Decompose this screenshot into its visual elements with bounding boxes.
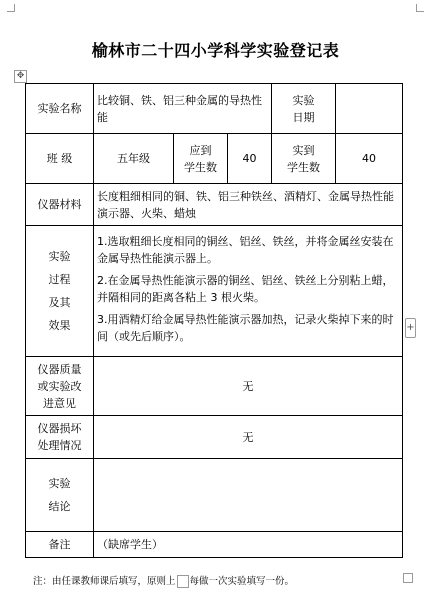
- experiment-date-value[interactable]: [336, 84, 403, 134]
- add-column-icon[interactable]: +: [405, 318, 416, 338]
- expected-students-label-line: 应到: [189, 143, 212, 157]
- quality-feedback-label-line: 或实验改: [37, 379, 82, 393]
- materials-label: 仪器材料: [26, 184, 94, 226]
- expected-students-value[interactable]: 40: [228, 134, 272, 184]
- row-quality-feedback: [26, 357, 403, 416]
- procedure-label: [26, 226, 94, 357]
- damage-handling-value[interactable]: 无: [94, 416, 403, 459]
- actual-students-label-line: 实到: [292, 143, 315, 157]
- damage-handling-label-line: 仪器损坏: [37, 422, 82, 435]
- quality-feedback-label-line: 进意见: [43, 396, 76, 410]
- conclusion-label-line: 实验: [48, 477, 71, 490]
- table-resize-handle-icon[interactable]: [403, 573, 413, 583]
- page-title: 榆林市二十四小学科学实验登记表: [91, 41, 340, 60]
- row-conclusion: [26, 459, 403, 532]
- actual-students-label: [272, 134, 336, 184]
- experiment-date-label-line: 实验: [292, 93, 315, 107]
- class-label: 班 级: [26, 134, 94, 184]
- footnote: [33, 573, 403, 588]
- conclusion-label-line: 结论: [48, 500, 71, 513]
- row-damage-handling: [26, 416, 403, 459]
- experiment-name-value[interactable]: 比较铜、铁、铝三种金属的导热性能: [94, 84, 272, 134]
- procedure-step: 2.在金属导热性能演示器的铜丝、铝丝、铁丝上分别粘上蜡，并隔相同的距离各粘上 3 根火柴。: [97, 273, 394, 304]
- table-move-handle-icon[interactable]: ✥: [14, 70, 27, 83]
- procedure-label-line: 效果: [48, 319, 71, 332]
- remarks-value[interactable]: （缺席学生）: [94, 532, 403, 558]
- experiment-date-label-line: 日期: [292, 110, 315, 124]
- page-corner-mark-top-left: [7, 4, 15, 12]
- conclusion-label: [26, 459, 94, 532]
- damage-handling-label-line: 处理情况: [37, 439, 82, 452]
- row-class-info: [26, 134, 403, 184]
- materials-value[interactable]: 长度粗细相同的铜、铁、铝三种铁丝、酒精灯、金属导热性能演示器、火柴、蜡烛: [94, 184, 403, 226]
- damage-handling-label: [26, 416, 94, 459]
- actual-students-label-line: 学生数: [287, 160, 320, 174]
- experiment-name-label: 实验名称: [26, 84, 94, 134]
- quality-feedback-label: [26, 357, 94, 416]
- procedure-label-line: 及其: [48, 296, 71, 309]
- row-remarks: [26, 532, 403, 558]
- quality-feedback-label-line: 仪器质量: [37, 362, 82, 376]
- page-corner-mark-top-right: [416, 4, 424, 12]
- expected-students-label: [174, 134, 228, 184]
- class-value[interactable]: 五年级: [94, 134, 174, 184]
- expected-students-label-line: 学生数: [184, 160, 217, 174]
- quality-feedback-value[interactable]: 无: [94, 357, 403, 416]
- procedure-label-line: 实验: [48, 250, 71, 263]
- footnote-text: 注：由任课教师课后填写，原则上: [33, 576, 176, 587]
- row-experiment-name: [26, 84, 403, 134]
- procedure-label-line: 过程: [48, 273, 71, 286]
- experiment-date-label: [272, 84, 336, 134]
- actual-students-value[interactable]: 40: [336, 134, 403, 184]
- paste-options-icon[interactable]: [177, 575, 189, 588]
- row-procedure: [26, 226, 403, 357]
- remarks-label: 备注: [26, 532, 94, 558]
- procedure-step: 3.用酒精灯给金属导热性能演示器加热，记录火柴掉下来的时间（或先后顺序）。: [97, 312, 394, 343]
- footnote-text: 每做一次实验填写一份。: [189, 576, 295, 587]
- conclusion-value[interactable]: [94, 459, 403, 532]
- procedure-step: 1.选取粗细长度相同的铜丝、铝丝、铁丝，并将金属丝安装在金属导热性能演示器上。: [97, 234, 394, 265]
- procedure-steps[interactable]: [94, 226, 403, 357]
- experiment-log-table: [25, 83, 403, 558]
- row-materials: [26, 184, 403, 226]
